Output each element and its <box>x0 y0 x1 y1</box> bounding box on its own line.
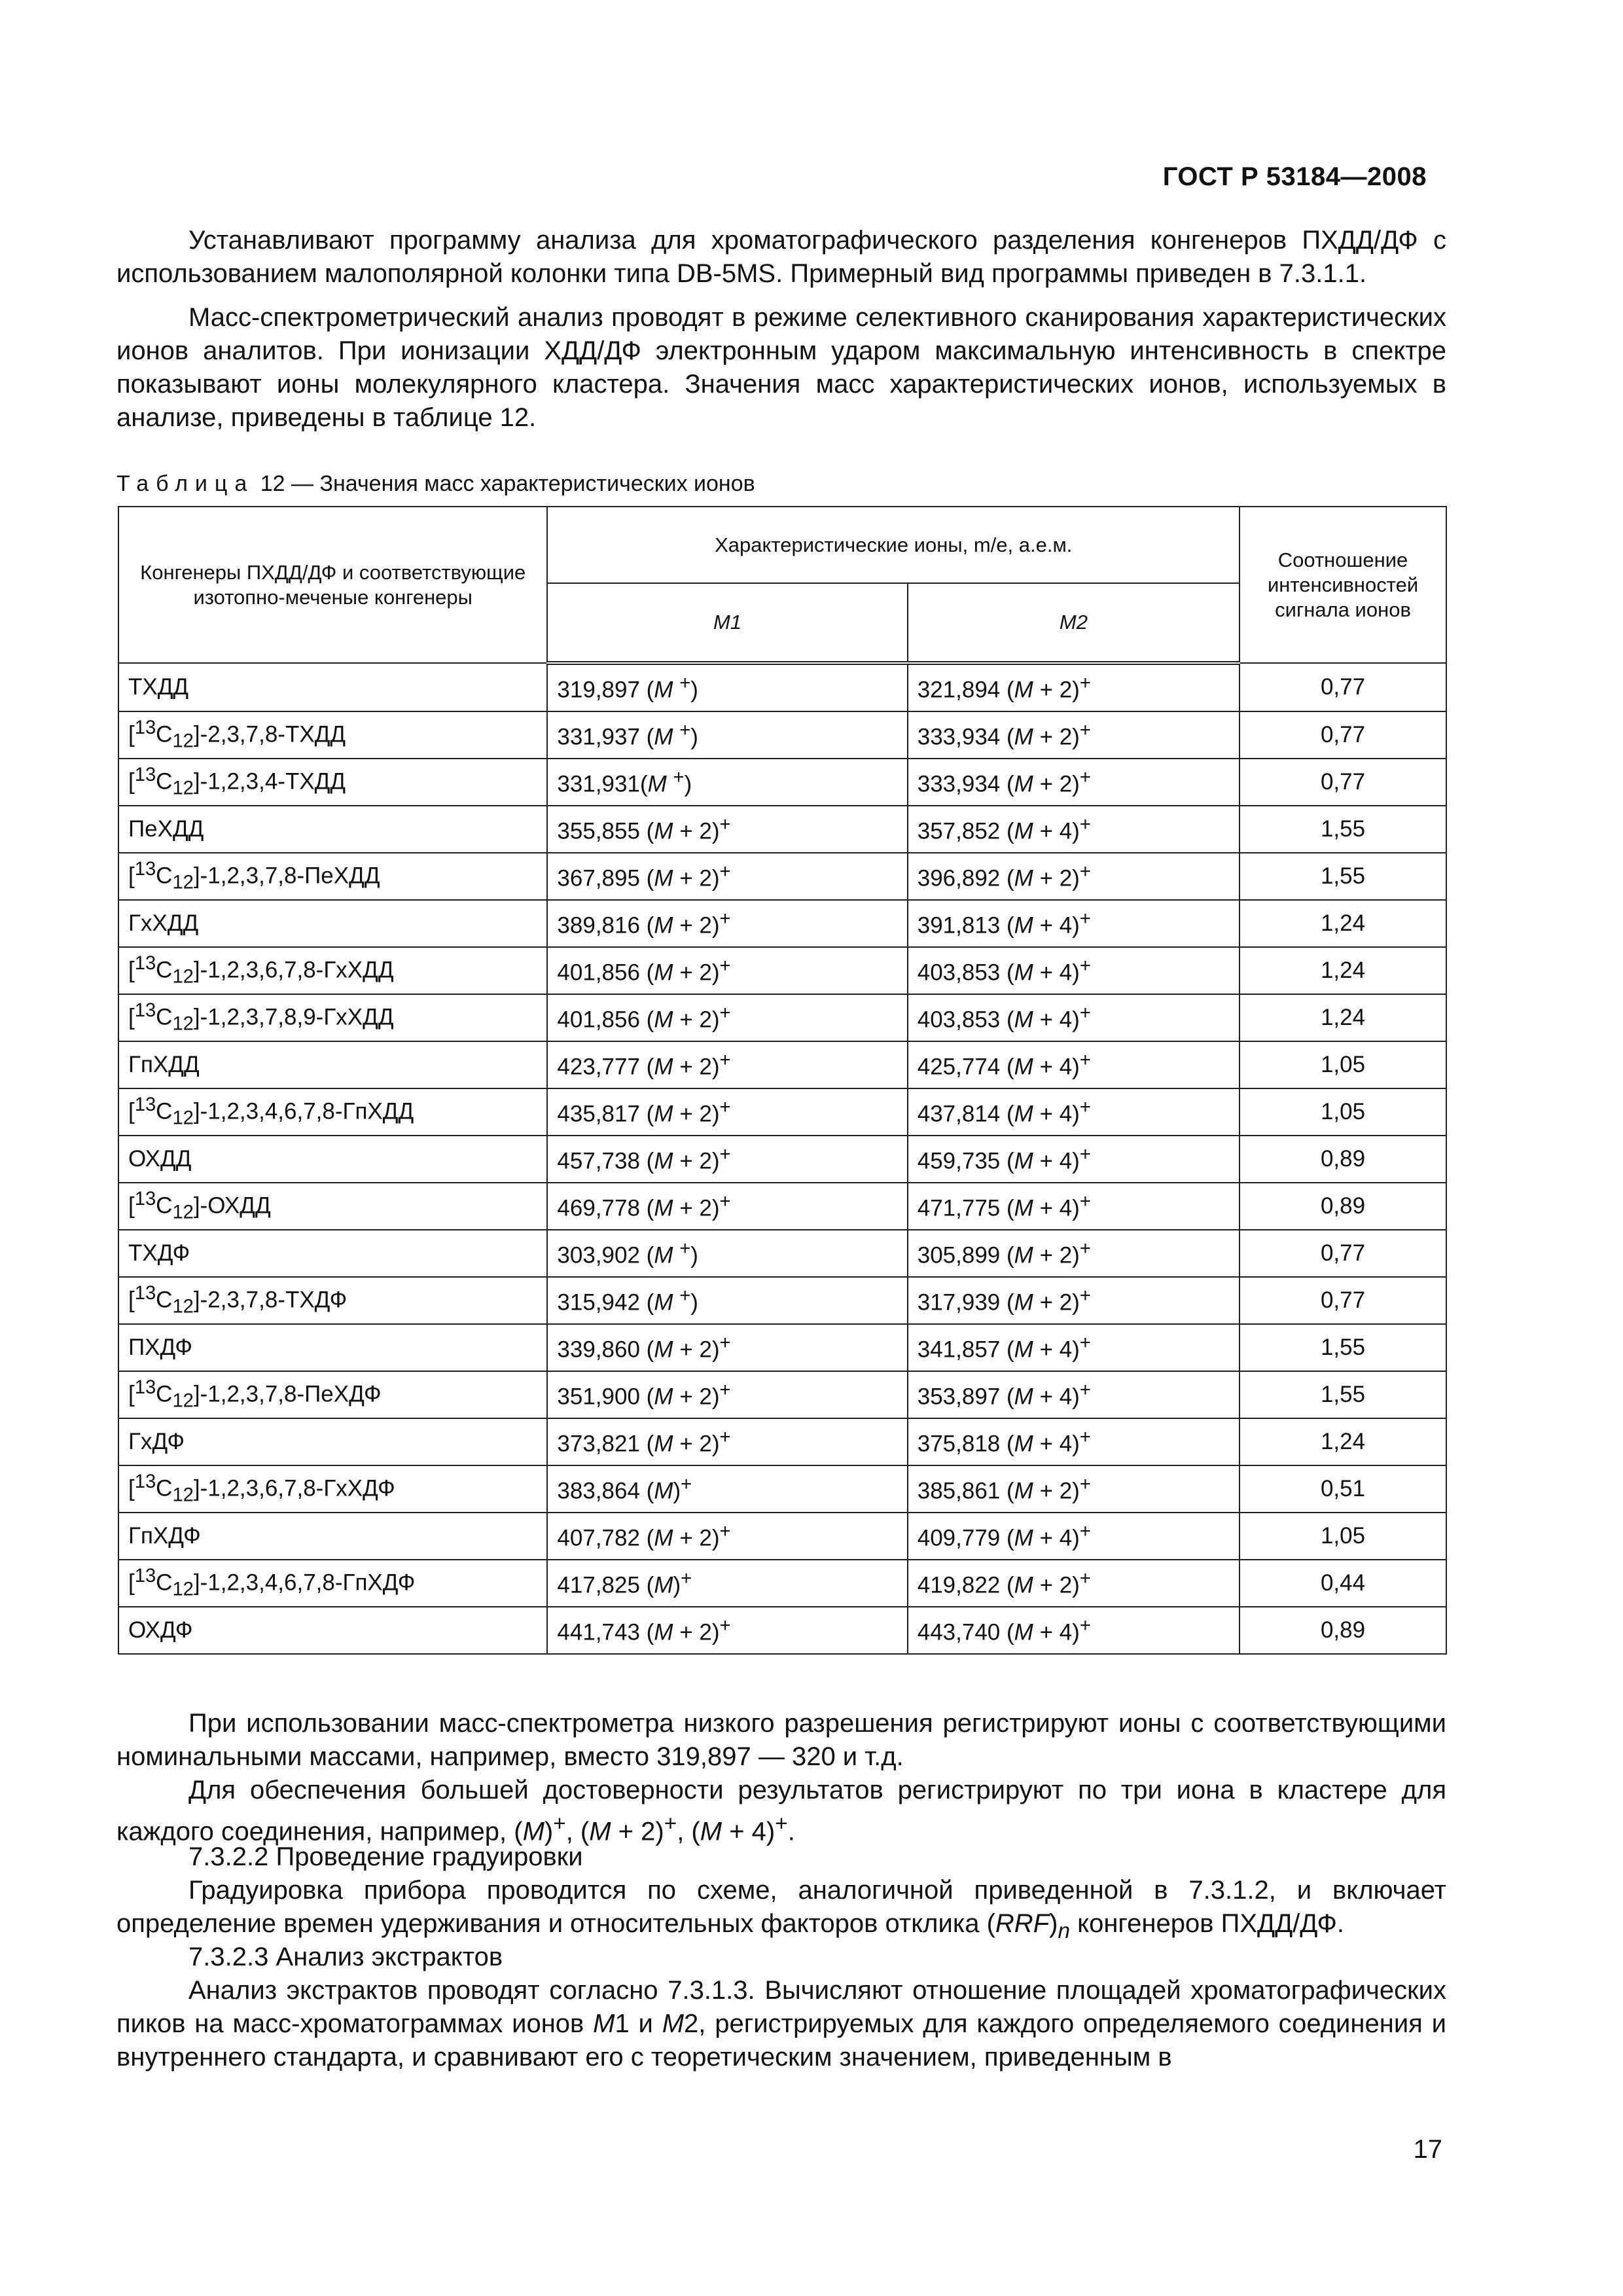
cell-congener: ГпХДД <box>118 1041 547 1088</box>
cell-m2: 443,740 (M + 4)+ <box>908 1607 1240 1654</box>
cell-m1: 457,738 (M + 2)+ <box>547 1136 907 1183</box>
table-row <box>118 853 1446 900</box>
cell-m1: 401,856 (M + 2)+ <box>547 947 907 994</box>
cell-m1: 407,782 (M + 2)+ <box>547 1513 907 1560</box>
cell-ratio: 1,55 <box>1240 1371 1446 1418</box>
table-caption-word: Таблица <box>116 471 255 496</box>
cell-m2: 317,939 (M + 2)+ <box>908 1277 1240 1324</box>
cell-congener: $[^{13}C_{12}]-1,2,3,4$-ТХДД <box>118 759 547 806</box>
cell-ratio: 1,24 <box>1240 1418 1446 1465</box>
cell-m2: 437,814 (M + 4)+ <box>908 1088 1240 1136</box>
table-row <box>118 1324 1446 1371</box>
table-row <box>118 1418 1446 1465</box>
cell-m1: 373,821 (M + 2)+ <box>547 1418 907 1465</box>
after-paragraph-3: Градуировка прибора проводится по схеме, аналогичной приведенной в 7.3.1.2, и включает определение времен удерживания и относительных факторов отклика $(RRF)_n$ конгенеров ПХДД/ДФ. <box>116 1876 1446 1943</box>
table-row <box>118 1277 1446 1324</box>
cell-m2: 333,934 (M + 2)+ <box>908 711 1240 759</box>
cell-m2: 391,813 (M + 4)+ <box>908 900 1240 947</box>
cell-ratio: 0,77 <box>1240 663 1446 711</box>
document-standard-number: ГОСТ Р 53184—2008 <box>1162 162 1427 191</box>
after-paragraph-1: При использовании масс-спектрометра низкого разрешения регистрируют ионы с соответствующими номинальными массами, например, вместо 319,897 — 320 и т.д. <box>116 1709 1446 1771</box>
table-row <box>118 1607 1446 1654</box>
header-congeners: Конгенеры ПХДД/ДФ и соответствующие изотопно-меченые конгенеры <box>118 507 547 663</box>
cell-ratio: 1,55 <box>1240 806 1446 853</box>
cell-ratio: 0,51 <box>1240 1465 1446 1513</box>
table-caption <box>116 471 755 497</box>
cell-ratio: 0,89 <box>1240 1183 1446 1230</box>
cell-congener: ГхХДД <box>118 900 547 947</box>
cell-congener: $[^{13}C_{12}]$-ОХДД <box>118 1183 547 1230</box>
cell-congener: $[^{13}C_{12}]-1,2,3,7,8,9$-ГхХДД <box>118 994 547 1041</box>
header-characteristic-ions: Характеристические ионы, m/e, а.е.м. <box>547 507 1240 583</box>
header-m2: M2 <box>908 583 1240 663</box>
cell-ratio: 1,55 <box>1240 1324 1446 1371</box>
cell-congener: $[^{13}C_{12}]-1,2,3,6,7,8$-ГхХДД <box>118 947 547 994</box>
table-row <box>118 1088 1446 1136</box>
cell-m1: 469,778 (M + 2)+ <box>547 1183 907 1230</box>
cell-m1: 315,942 (M +) <box>547 1277 907 1324</box>
cell-ratio: 0,77 <box>1240 1230 1446 1277</box>
section-heading-7-3-2-3: 7.3.2.3 Анализ экстрактов <box>188 1943 503 1971</box>
cell-congener: $[^{13}C_{12}]-1,2,3,4,6,7,8$-ГпХДД <box>118 1088 547 1136</box>
cell-m2: 459,735 (M + 4)+ <box>908 1136 1240 1183</box>
cell-m2: 403,853 (M + 4)+ <box>908 994 1240 1041</box>
cell-congener: $[^{13}C_{12}]-1,2,3,7,8$-ПеХДД <box>118 853 547 900</box>
cell-congener: $[^{13}C_{12}]-2,3,7,8$-ТХДД <box>118 711 547 759</box>
table-row <box>118 1041 1446 1088</box>
cell-m2: 305,899 (M + 2)+ <box>908 1230 1240 1277</box>
cell-ratio: 0,89 <box>1240 1607 1446 1654</box>
cell-m1: 423,777 (M + 2)+ <box>547 1041 907 1088</box>
cell-m1: 435,817 (M + 2)+ <box>547 1088 907 1136</box>
cell-congener: ТХДФ <box>118 1230 547 1277</box>
cell-m1: 417,825 (M)+ <box>547 1560 907 1607</box>
table-row <box>118 711 1446 759</box>
table-row <box>118 1513 1446 1560</box>
cell-m1: 331,937 (M +) <box>547 711 907 759</box>
cell-ratio: 1,24 <box>1240 994 1446 1041</box>
after-paragraph-2: Для обеспечения большей достоверности результатов регистрируют по три иона в кластере для каждого соединения, например, (M)+, (M + 2)+, (M + 4)+. <box>116 1776 1446 1846</box>
table-row <box>118 994 1446 1041</box>
cell-congener: ТХДД <box>118 663 547 711</box>
cell-m2: 403,853 (M + 4)+ <box>908 947 1240 994</box>
cell-ratio: 1,05 <box>1240 1088 1446 1136</box>
table-row <box>118 1136 1446 1183</box>
cell-ratio: 1,05 <box>1240 1041 1446 1088</box>
table-row <box>118 900 1446 947</box>
table-row <box>118 759 1446 806</box>
cell-congener: ОХДФ <box>118 1607 547 1654</box>
cell-ratio: 1,24 <box>1240 947 1446 994</box>
cell-m2: 425,774 (M + 4)+ <box>908 1041 1240 1088</box>
cell-m2: 333,934 (M + 2)+ <box>908 759 1240 806</box>
cell-m2: 471,775 (M + 4)+ <box>908 1183 1240 1230</box>
cell-ratio: 1,24 <box>1240 900 1446 947</box>
table-row <box>118 1230 1446 1277</box>
table-row <box>118 806 1446 853</box>
cell-m2: 341,857 (M + 4)+ <box>908 1324 1240 1371</box>
table-row <box>118 947 1446 994</box>
header-intensity-ratio: Соотношение интенсивностей сигнала ионов <box>1240 507 1446 663</box>
cell-m2: 396,892 (M + 2)+ <box>908 853 1240 900</box>
cell-congener: $[^{13}C_{12}]-2,3,7,8$-ТХДФ <box>118 1277 547 1324</box>
table-body <box>118 663 1446 1654</box>
table-row <box>118 1371 1446 1418</box>
cell-m1: 355,855 (M + 2)+ <box>547 806 907 853</box>
cell-congener: ПеХДД <box>118 806 547 853</box>
cell-m2: 385,861 (M + 2)+ <box>908 1465 1240 1513</box>
cell-m2: 409,779 (M + 4)+ <box>908 1513 1240 1560</box>
table-row <box>118 663 1446 711</box>
cell-congener: ГхДФ <box>118 1418 547 1465</box>
after-paragraph-4: Анализ экстрактов проводят согласно 7.3.1.3. Вычисляют отношение площадей хроматографических пиков на масс-хроматограммах ионов M1 и M2, регистрируемых для каждого определяемого соединения и внутреннего стандарта, и сравнивают его с теоретическим значением, приведенным в <box>116 1976 1446 2072</box>
cell-m1: 331,931(M +) <box>547 759 907 806</box>
intro-paragraph-2: Масс-спектрометрический анализ проводят в режиме селективного сканирования характеристических ионов аналитов. При ионизации ХДД/ДФ электронным ударом максимальную интенсивность в спектре показывают ионы молекулярного кластера. Значения масс характеристических ионов, используемых в анализе, приведены в таблице 12. <box>116 303 1446 432</box>
table-row <box>118 1183 1446 1230</box>
cell-m1: 383,864 (M)+ <box>547 1465 907 1513</box>
cell-ratio: 0,77 <box>1240 711 1446 759</box>
cell-m1: 389,816 (M + 2)+ <box>547 900 907 947</box>
section-heading-7-3-2-2: 7.3.2.2 Проведение градуировки <box>188 1842 583 1871</box>
cell-ratio: 0,44 <box>1240 1560 1446 1607</box>
cell-congener: ГпХДФ <box>118 1513 547 1560</box>
cell-m2: 375,818 (M + 4)+ <box>908 1418 1240 1465</box>
cell-congener: ОХДД <box>118 1136 547 1183</box>
header-m1: M1 <box>547 583 907 663</box>
cell-ratio: 1,05 <box>1240 1513 1446 1560</box>
cell-m1: 401,856 (M + 2)+ <box>547 994 907 1041</box>
cell-congener: ПХДФ <box>118 1324 547 1371</box>
cell-m1: 441,743 (M + 2)+ <box>547 1607 907 1654</box>
intro-paragraph-1: Устанавливают программу анализа для хроматографического разделения конгенеров ПХДД/ДФ с использованием малополярной колонки типа DB-5MS. Примерный вид программы приведен в 7.3.1.1. <box>116 226 1446 288</box>
cell-ratio: 0,77 <box>1240 1277 1446 1324</box>
table-caption-text: 12 — Значения масс характеристических ионов <box>260 471 755 496</box>
cell-m2: 353,897 (M + 4)+ <box>908 1371 1240 1418</box>
cell-m1: 303,902 (M +) <box>547 1230 907 1277</box>
cell-ratio: 1,55 <box>1240 853 1446 900</box>
cell-m1: 339,860 (M + 2)+ <box>547 1324 907 1371</box>
cell-m2: 357,852 (M + 4)+ <box>908 806 1240 853</box>
cell-m1: 351,900 (M + 2)+ <box>547 1371 907 1418</box>
cell-m2: 321,894 (M + 2)+ <box>908 663 1240 711</box>
cell-ratio: 0,77 <box>1240 759 1446 806</box>
cell-m1: 367,895 (M + 2)+ <box>547 853 907 900</box>
ion-mass-table <box>118 506 1447 1655</box>
page-number: 17 <box>1413 2135 1442 2164</box>
cell-m2: 419,822 (M + 2)+ <box>908 1560 1240 1607</box>
table-row <box>118 1560 1446 1607</box>
table-row <box>118 1465 1446 1513</box>
cell-congener: $[^{13}C_{12}]-1,2,3,6,7,8$-ГхХДФ <box>118 1465 547 1513</box>
cell-ratio: 0,89 <box>1240 1136 1446 1183</box>
cell-congener: $[^{13}C_{12}]-1,2,3,4,6,7,8$-ГпХДФ <box>118 1560 547 1607</box>
cell-congener: $[^{13}C_{12}]-1,2,3,7,8$-ПеХДФ <box>118 1371 547 1418</box>
cell-m1: 319,897 (M +) <box>547 663 907 711</box>
